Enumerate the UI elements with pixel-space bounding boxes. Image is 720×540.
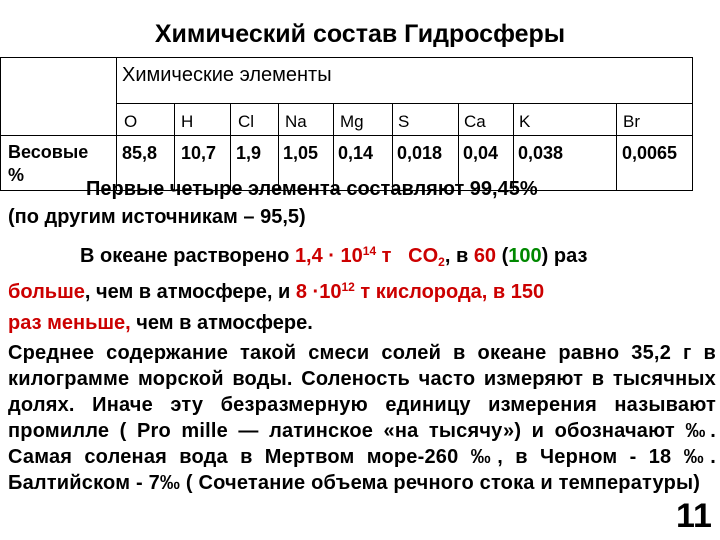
ocean-co2-amount (295, 245, 392, 267)
element-symbol: H (181, 112, 194, 131)
page-number: 11 (676, 497, 712, 535)
text-span: , в (444, 245, 474, 267)
element-symbol: O (124, 112, 138, 131)
oxygen-amount (296, 281, 544, 303)
amount-mantissa: 8 ·10 (295, 281, 342, 303)
paragraph-2-line-3 (8, 310, 716, 336)
highlight-more: больше (8, 281, 85, 303)
text-span: ) раз (541, 245, 588, 267)
element-value: 0,14 (338, 143, 374, 163)
highlight-less: раз меньше, (8, 312, 131, 334)
element-value: 0,038 (518, 143, 564, 163)
text-span: , чем в атмосфере, и (84, 281, 296, 303)
element-value: 85,8 (122, 143, 158, 163)
text-span: ( (496, 245, 509, 267)
amount-unit: т кислорода, в 150 (354, 281, 545, 303)
row-label (8, 141, 88, 187)
formula-text: CO (408, 245, 439, 267)
element-value: 10,7 (181, 143, 217, 163)
table-group-header: Химические элементы (122, 64, 332, 86)
element-symbol: Mg (340, 112, 364, 131)
text-span: чем в атмосфере. (130, 312, 313, 334)
text-span: В океане растворено (80, 245, 295, 267)
paragraph-1-line-1: Первые четыре элемента составляют 99,45% (86, 178, 538, 200)
paragraph-3: Среднее содержание такой смеси солей в океане равно 35,2 г в килограмме морской воды. Соленость часто измеряют в тысячных долях. Иначе эту безразмерную единицу измерения называют промилле ( Pro mille — латинское «на тысячу») и обозначают ‰. Самая соленая вода в Мертвом море-260 ‰, в Черном - 18 ‰. Балтийском - 7‰ ( Сочетание объема речного стока и температуры) (8, 342, 716, 494)
element-value: 1,9 (236, 143, 262, 163)
element-symbol: Cl (238, 112, 255, 131)
co2-formula (408, 245, 445, 267)
paragraph-2-line-1 (80, 238, 716, 275)
amount-mantissa: 1,4 · 10 (294, 245, 363, 267)
row-label-line-1: Весовые (8, 142, 89, 162)
ratio-value: 60 (473, 245, 497, 267)
amount-exponent: 14 (362, 244, 377, 258)
element-symbol: Na (285, 112, 307, 131)
element-symbol: Br (623, 112, 640, 131)
element-value: 1,05 (283, 143, 319, 163)
element-value: 0,04 (463, 143, 499, 163)
element-value: 0,0065 (622, 143, 678, 163)
page-title: Химический состав Гидросферы (154, 20, 566, 48)
paragraph-1-line-2: (по другим источникам – 95,5) (8, 206, 306, 228)
alt-ratio-value: 100 (508, 245, 542, 267)
element-symbol: S (398, 112, 410, 131)
paragraph-2-line-2 (8, 274, 716, 305)
element-value: 0,018 (397, 143, 443, 163)
element-symbol: K (519, 112, 531, 131)
row-label-line-2: % (8, 165, 25, 185)
formula-subscript: 2 (438, 255, 445, 269)
amount-exponent: 12 (341, 280, 355, 294)
amount-unit: т (376, 245, 392, 267)
element-symbol: Ca (464, 112, 486, 131)
